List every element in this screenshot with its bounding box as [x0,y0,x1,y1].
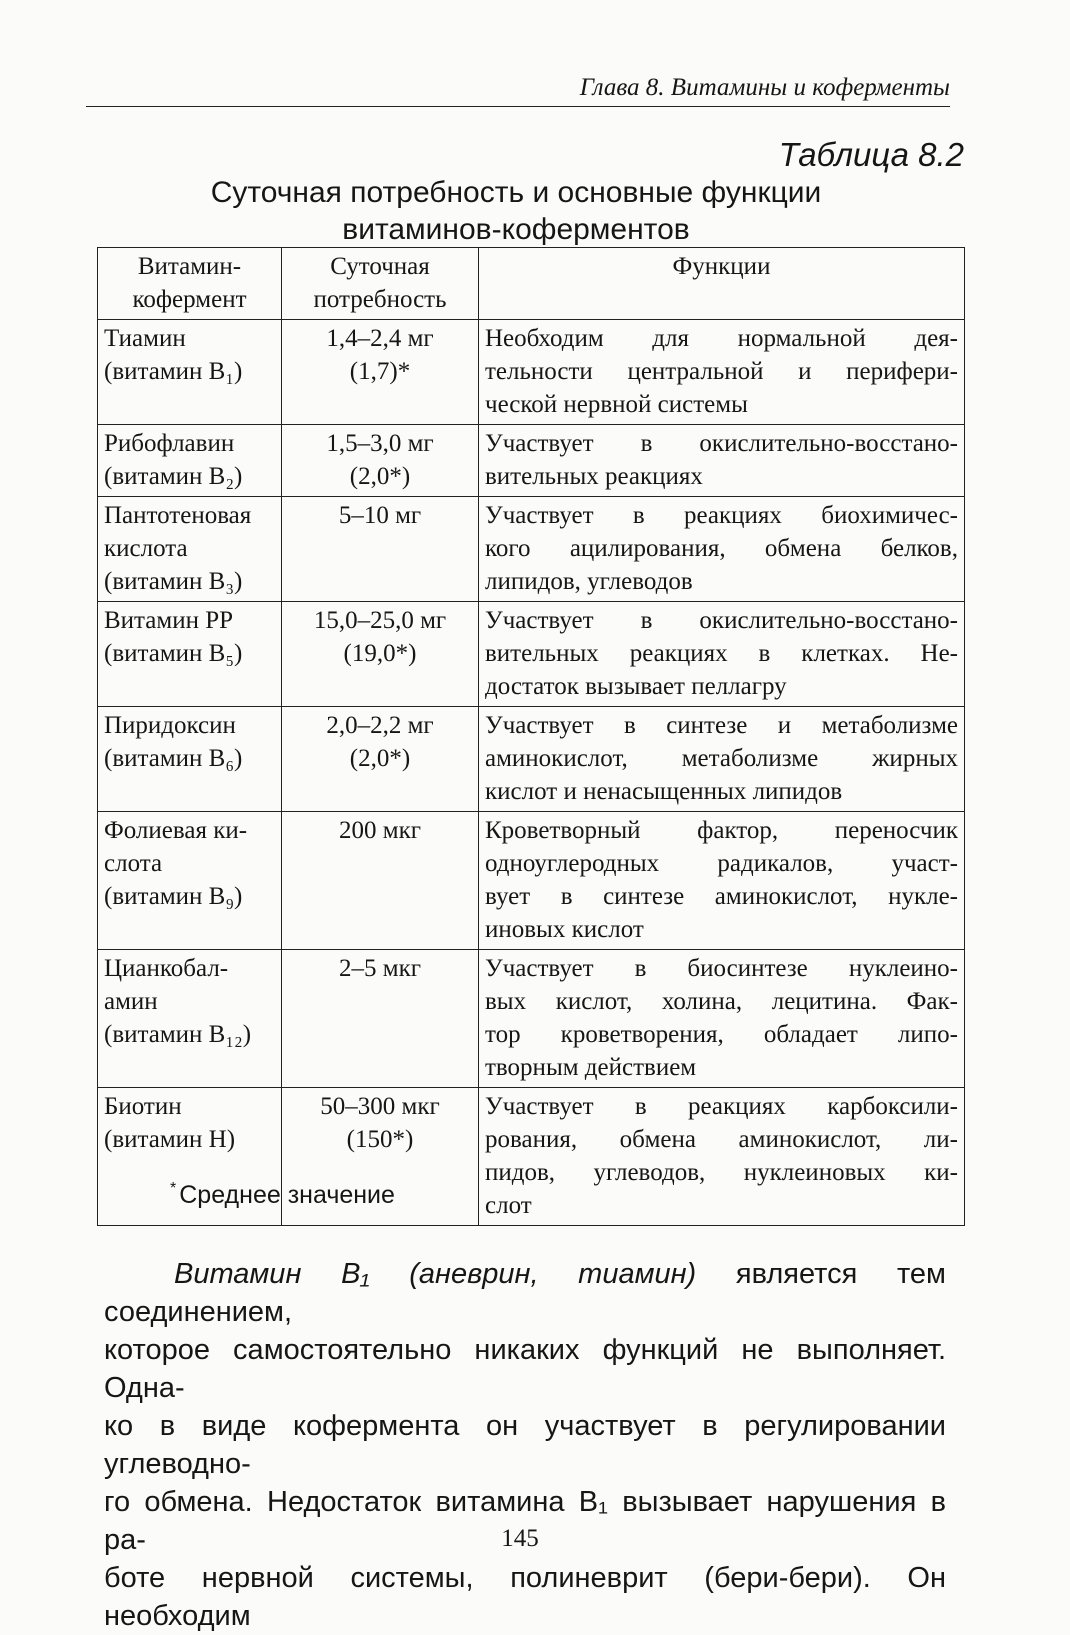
cell-need [282,497,479,602]
cell-need [282,425,479,497]
cell-vitamin [98,425,282,497]
table-row [98,707,965,812]
cell-vitamin [98,320,282,425]
cell-vitamin-line: амин [104,988,158,1015]
paragraph-line: го обмена. Недостаток витамина B₁ вызывает нарушения в ра- [104,1486,946,1556]
header-line: Функции [672,253,771,280]
cell-vitamin-line: Рибофлавин [104,430,235,457]
cell-functions-line: тор кроветворения, обладает липо- [485,1021,958,1048]
cell-functions-line: вых кислот, холина, лецитина. Фак- [485,988,958,1015]
cell-vitamin-line: Пантотеновая [104,502,252,529]
table-row [98,812,965,950]
table-row [98,425,965,497]
cell-functions-line: достаток вызывает пеллагру [485,673,787,700]
cell-functions-line: одноуглеродных радикалов, участ- [485,850,958,877]
paragraph-line: ко в виде кофермента он участвует в регулировании углеводно- [104,1410,946,1480]
table-header-row [98,248,965,320]
cell-need [282,602,479,707]
cell-vitamin-line: Пиридоксин [104,712,236,739]
header-vitamin [98,248,282,320]
table-number: Таблица 8.2 [778,136,964,173]
cell-functions-line: слот [485,1192,532,1219]
term-italic: Витамин B₁ (аневрин, тиамин) [174,1258,697,1290]
cell-vitamin-line: кислота [104,535,188,562]
cell-vitamin-line: (витамин B₃) [104,568,243,595]
cell-need-line: 1,4–2,4 мг [326,325,434,352]
vitamin-table [97,247,965,1226]
table-row [98,320,965,425]
cell-vitamin-line: Тиамин [104,325,186,352]
cell-vitamin-line: Биотин [104,1093,182,1120]
table-title [86,174,946,248]
cell-need-line: 50–300 мкг [320,1093,440,1120]
cell-functions [479,1088,965,1226]
cell-functions-line: вительных реакциях [485,463,703,490]
cell-functions-line: пидов, углеводов, нуклеиновых ки- [485,1159,958,1186]
cell-functions-line: Участвует в биосинтезе нуклеино- [485,955,958,982]
paragraph-line [104,1255,946,1331]
cell-functions-line: Участвует в окислительно-восстано- [485,607,958,634]
cell-vitamin-line: Фолиевая ки- [104,817,248,844]
cell-vitamin-line: Цианкобал- [104,955,229,982]
cell-functions-line: вительных реакциях в клетках. Не- [485,640,958,667]
cell-need-line: 200 мкг [339,817,421,844]
cell-functions [479,812,965,950]
header-need [282,248,479,320]
cell-functions-line: рования, обмена аминокислот, ли- [485,1126,958,1153]
cell-functions-line: творным действием [485,1054,697,1081]
page-number: 145 [501,1525,539,1552]
cell-functions-line: липидов, углеводов [485,568,693,595]
table-footnote [170,1180,395,1210]
cell-functions-line: Участвует в реакциях карбоксили- [485,1093,958,1120]
cell-functions-line: Участвует в реакциях биохимичес- [485,502,958,529]
cell-need-line: (150*) [346,1126,414,1153]
cell-functions [479,425,965,497]
cell-need-line: (19,0*) [343,640,417,667]
cell-vitamin [98,812,282,950]
body-paragraph [104,1255,946,1635]
table-title-line: витаминов-коферментов [342,213,690,246]
cell-vitamin-line: (витамин B₂) [104,463,243,490]
cell-functions [479,950,965,1088]
header-line: кофермент [132,286,247,313]
table-title-line: Суточная потребность и основные функции [210,176,822,209]
footnote-mark: * [170,1180,177,1197]
cell-vitamin [98,707,282,812]
cell-functions [479,707,965,812]
cell-functions-line: ческой нервной системы [485,391,748,418]
running-head: Глава 8. Витамины и коферменты [86,74,950,107]
paragraph-line: которое самостоятельно никаких функций не выполняет. Одна- [104,1334,946,1404]
header-line: Суточная [330,253,430,280]
cell-functions-line: кислот и ненасыщенных липидов [485,778,843,805]
cell-functions [479,320,965,425]
cell-need [282,950,479,1088]
cell-functions-line: Необходим для нормальной дея- [485,325,958,352]
cell-vitamin-line: слота [104,850,163,877]
table-body [98,320,965,1226]
table-row [98,950,965,1088]
cell-vitamin-line: (витамин B₉) [104,883,243,910]
cell-vitamin [98,497,282,602]
cell-need [282,812,479,950]
cell-need-line: 2,0–2,2 мг [326,712,434,739]
cell-need-line: (1,7)* [349,358,411,385]
cell-functions-line: аминокислот, метаболизме жирных [485,745,958,772]
cell-functions-line: Участвует в синтезе и метаболизме [485,712,958,739]
cell-need [282,320,479,425]
cell-need-line: (2,0*) [349,463,411,490]
cell-need [282,707,479,812]
paragraph-line: боте нервной системы, полиневрит (бери-бери). Он необходим [104,1562,946,1632]
cell-functions-line: тельности центральной и перифери- [485,358,958,385]
cell-functions [479,602,965,707]
cell-functions-line: иновых кислот [485,916,644,943]
cell-need-line: 5–10 мг [338,502,422,529]
cell-functions-line: кого ацилирования, обмена белков, [485,535,958,562]
header-line: Витамин- [137,253,242,280]
cell-vitamin-line: (витамин B₁) [104,358,243,385]
footnote-text: Среднее значение [179,1181,395,1209]
table-row [98,497,965,602]
cell-vitamin-line: (витамин B₅) [104,640,243,667]
cell-functions-line: Кроветворный фактор, переносчик [485,817,958,844]
cell-need-line: (2,0*) [349,745,411,772]
cell-vitamin [98,950,282,1088]
cell-functions [479,497,965,602]
cell-vitamin [98,602,282,707]
header-functions [479,248,965,320]
cell-need-line: 2–5 мкг [339,955,421,982]
cell-vitamin-line: (витамин Н) [104,1126,236,1153]
header-line: потребность [313,286,447,313]
cell-need-line: 15,0–25,0 мг [313,607,447,634]
cell-vitamin-line: (витамин B₆) [104,745,243,772]
cell-functions-line: Участвует в окислительно-восстано- [485,430,958,457]
cell-need-line: 1,5–3,0 мг [326,430,434,457]
cell-vitamin-line: (витамин B₁₂) [104,1021,252,1048]
cell-functions-line: вует в синтезе аминокислот, нукле- [485,883,958,910]
table-row [98,602,965,707]
paragraph-text: является тем соединением, [104,1258,946,1328]
cell-vitamin-line: Витамин РР [104,607,234,634]
